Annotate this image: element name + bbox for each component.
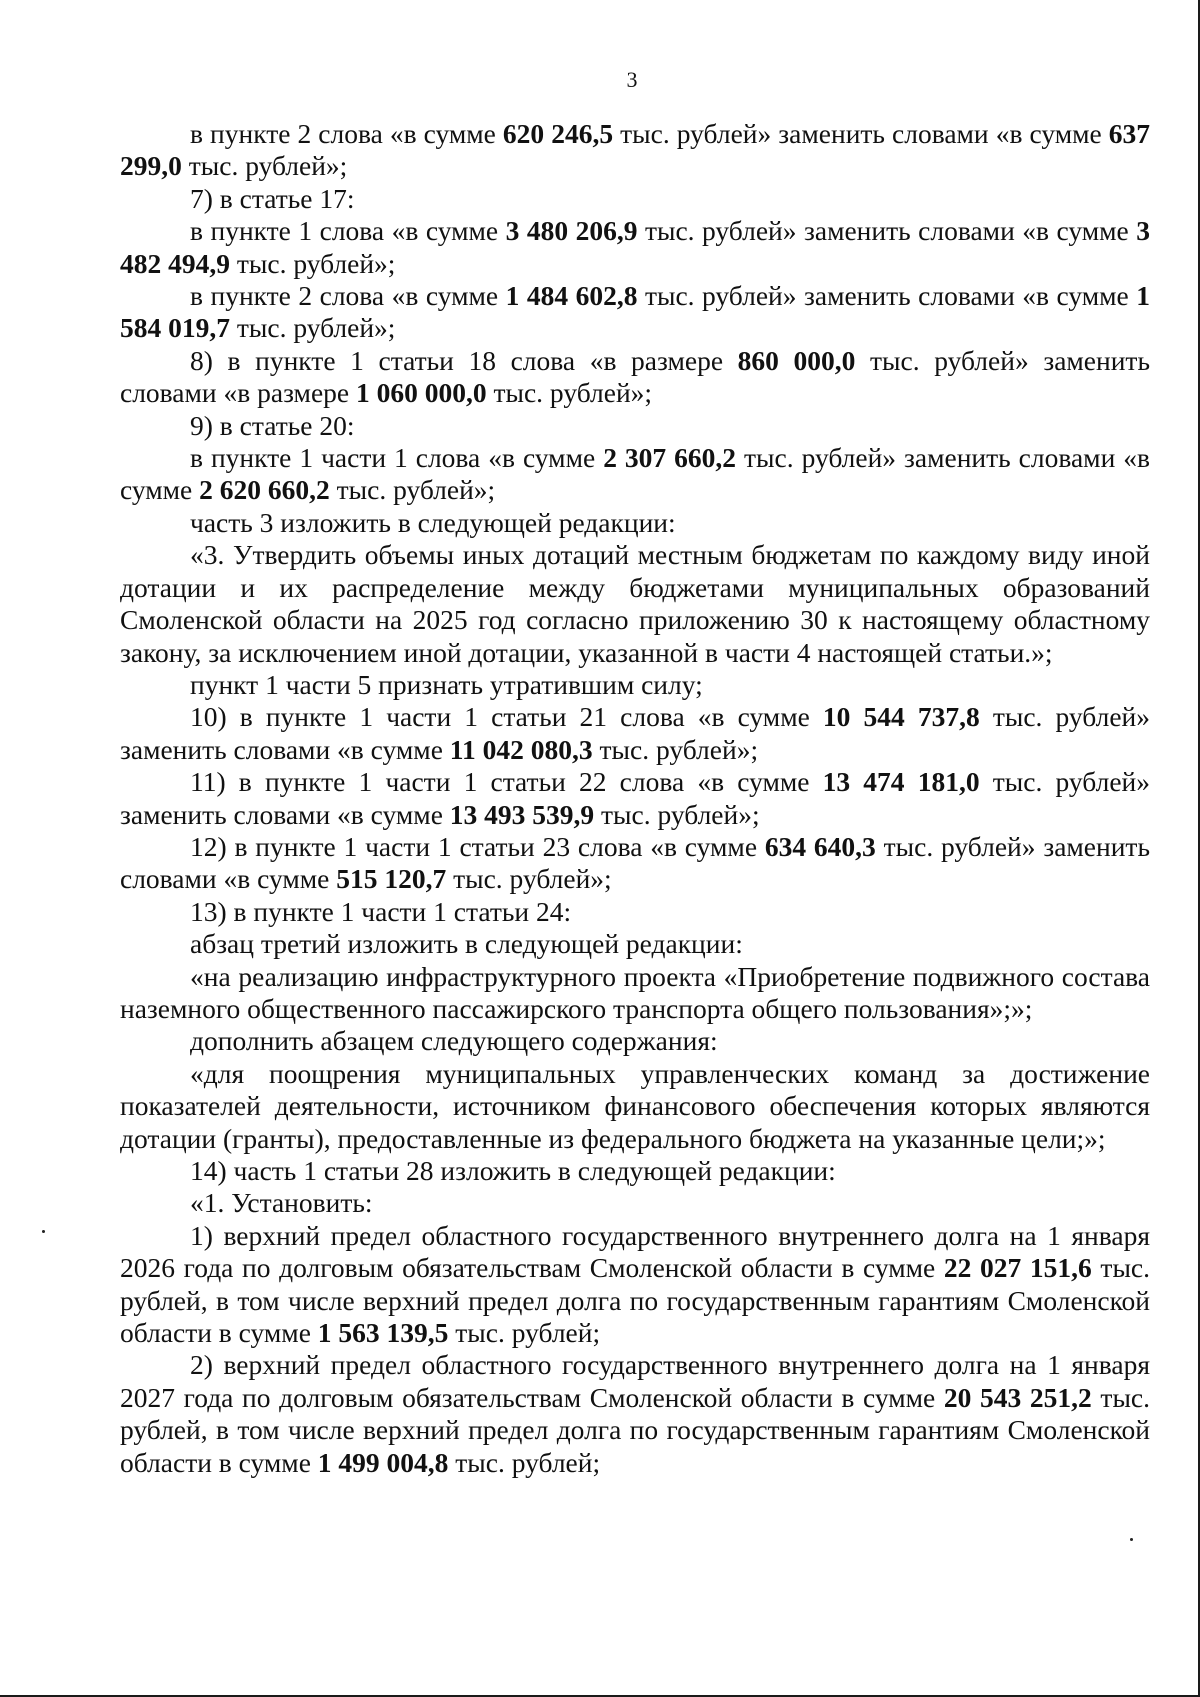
- text-run: 9) в статье 20:: [190, 409, 355, 441]
- text-run: часть 3 изложить в следующей редакции:: [190, 506, 676, 538]
- text-run: тыс. рублей»;: [181, 150, 348, 182]
- amount-value: 634 640,3: [764, 830, 876, 862]
- text-run: тыс. рублей» заменить словами «в размере: [120, 344, 1150, 409]
- text-run: тыс. рублей»;: [592, 733, 759, 765]
- text-run: тыс. рублей»;: [230, 247, 396, 279]
- amount-value: 10 544 737,8: [822, 701, 980, 733]
- text-run: 12) в пункте 1 части 1 статьи 23 слова «в сумме: [190, 830, 765, 862]
- text-run: в пункте 1 слова «в сумме: [190, 215, 506, 247]
- amount-value: 515 120,7: [336, 863, 447, 895]
- amount-value: 3 482 494,9: [120, 215, 1151, 279]
- text-run: тыс. рублей»;: [329, 474, 496, 506]
- text-run: тыс. рублей» заменить словами «в сумме: [120, 830, 1150, 895]
- paragraph: [120, 766, 1150, 831]
- paragraph: [120, 928, 1150, 960]
- paragraph: [120, 1155, 1150, 1187]
- amount-value: 2 307 660,2: [603, 442, 737, 474]
- amount-value: 1 584 019,7: [120, 280, 1151, 344]
- scan-speck: [42, 1230, 45, 1233]
- text-run: «1. Установить:: [190, 1187, 373, 1219]
- paragraph: [120, 280, 1150, 345]
- text-run: абзац третий изложить в следующей редакции:: [190, 928, 743, 960]
- amount-value: 20 543 251,2: [943, 1381, 1092, 1413]
- amount-value: 637 299,0: [120, 118, 1151, 182]
- text-run: 1) верхний предел областного государственного внутреннего долга на 1 января 2026 года по долговым обязательствам Смоленской области в сумме: [120, 1219, 1150, 1284]
- text-run: тыс. рублей;: [448, 1446, 601, 1478]
- text-run: 8) в пункте 1 статьи 18 слова «в размере: [190, 344, 738, 376]
- text-run: тыс. рублей» заменить словами «в сумме: [120, 701, 1150, 765]
- text-run: пункт 1 части 5 признать утратившим силу;: [190, 668, 703, 700]
- text-run: тыс. рублей» заменить словами «в сумме: [120, 442, 1151, 506]
- amount-value: 620 246,5: [502, 118, 614, 149]
- paragraph: [120, 1220, 1150, 1350]
- text-run: тыс. рублей, в том числе верхний предел долга по государственным гарантиям Смоленской области в сумме: [120, 1381, 1150, 1478]
- paragraph: [120, 442, 1150, 507]
- text-run: 11) в пункте 1 части 1 статьи 22 слова «в сумме: [190, 766, 823, 798]
- text-run: тыс. рублей, в том числе верхний предел долга по государственным гарантиям Смоленской области в сумме: [120, 1252, 1150, 1349]
- text-run: «3. Утвердить объемы иных дотаций местным бюджетам по каждому виду иной дотации и их распределение между бюджетами муниципальных образований Смоленской области на 2025 год согласно приложению 30 к настоящему областному закону, за исключением иной дотации, указанной в части 4 настоящей статьи.»;: [120, 539, 1150, 668]
- amount-value: 2 620 660,2: [199, 474, 330, 506]
- paragraph: [120, 896, 1150, 928]
- amount-value: 1 563 139,5: [317, 1317, 449, 1349]
- text-run: тыс. рублей» заменить словами «в сумме: [637, 215, 1137, 247]
- text-run: тыс. рублей;: [448, 1317, 601, 1349]
- text-run: тыс. рублей» заменить словами «в сумме: [637, 280, 1137, 312]
- text-run: в пункте 2 слова «в сумме: [190, 280, 506, 312]
- amount-value: 860 000,0: [737, 344, 856, 376]
- paragraph: [120, 831, 1150, 896]
- text-run: дополнить абзацем следующего содержания:: [190, 1025, 718, 1057]
- paragraph: [120, 118, 1150, 183]
- page-number: 3: [626, 67, 638, 92]
- paragraph: [120, 345, 1150, 410]
- paragraph: [120, 215, 1150, 280]
- text-run: тыс. рублей» заменить словами «в сумме: [613, 118, 1109, 149]
- amount-value: 22 027 151,6: [943, 1252, 1092, 1284]
- amount-value: 13 474 181,0: [822, 766, 980, 798]
- amount-value: 3 480 206,9: [505, 215, 638, 247]
- paragraph: [120, 539, 1150, 669]
- paragraph: [120, 410, 1150, 442]
- paragraph: [120, 1025, 1150, 1057]
- text-run: «для поощрения муниципальных управленческих команд за достижение показателей деятельности, источником финансового обеспечения которых являются дотации (гранты), предоставленные из федерального бюджета на указанные цели;»;: [120, 1057, 1150, 1154]
- paragraph: [120, 701, 1150, 766]
- text-run: тыс. рублей»;: [486, 377, 653, 409]
- paragraph: [120, 961, 1150, 1026]
- paragraph: [120, 1058, 1150, 1155]
- text-run: 10) в пункте 1 части 1 статьи 21 слова «в сумме: [190, 701, 823, 733]
- paragraph: [120, 183, 1150, 215]
- scan-speck: [1130, 1538, 1133, 1541]
- text-run: 14) часть 1 статьи 28 изложить в следующей редакции:: [190, 1155, 836, 1186]
- amount-value: 1 484 602,8: [505, 280, 638, 312]
- text-run: 2) верхний предел областного государственного внутреннего долга на 1 января 2027 года по долговым обязательствам Смоленской области в сумме: [120, 1349, 1150, 1413]
- paragraph: [120, 507, 1150, 539]
- paragraph: [120, 1349, 1150, 1479]
- text-run: 13) в пункте 1 части 1 статьи 24:: [190, 895, 572, 927]
- text-run: тыс. рублей»;: [230, 312, 396, 344]
- paragraph: [120, 1187, 1150, 1219]
- text-run: тыс. рублей» заменить словами «в сумме: [120, 766, 1150, 830]
- amount-value: 1 060 000,0: [355, 377, 487, 409]
- amount-value: 13 493 539,9: [449, 798, 595, 830]
- text-run: тыс. рублей»;: [446, 863, 612, 895]
- text-run: в пункте 2 слова «в сумме: [190, 118, 503, 149]
- text-run: «на реализацию инфраструктурного проекта «Приобретение подвижного состава наземного общественного пассажирского транспорта общего пользования»;»;: [120, 960, 1150, 1024]
- amount-value: 11 042 080,3: [449, 733, 593, 765]
- text-run: в пункте 1 части 1 слова «в сумме: [190, 442, 604, 474]
- document-body: [120, 118, 1150, 1479]
- paragraph: [120, 669, 1150, 701]
- amount-value: 1 499 004,8: [317, 1446, 449, 1478]
- text-run: тыс. рублей»;: [594, 798, 760, 830]
- text-run: 7) в статье 17:: [190, 182, 355, 214]
